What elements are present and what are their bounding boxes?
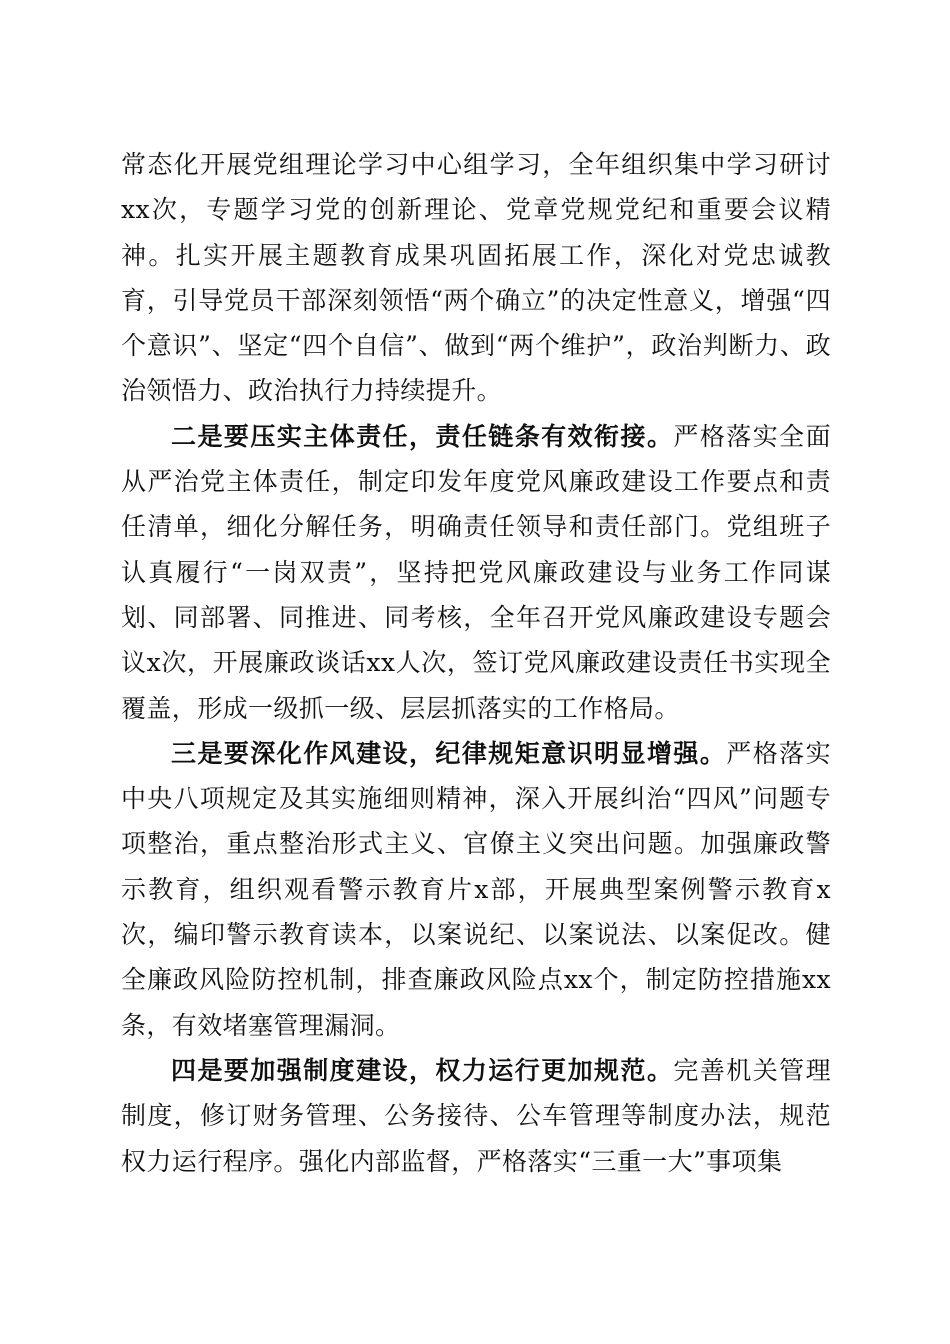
paragraph-2-lead: 二是要压实主体责任，责任链条有效衔接。 — [171, 421, 674, 451]
paragraph-3-lead: 三是要深化作风建设，纪律规矩意识明显增强。 — [171, 738, 727, 768]
paragraph-1 — [121, 142, 831, 414]
document-body — [121, 142, 831, 1184]
paragraph-3-text: 严格落实中央八项规定及其实施细则精神，深入开展纠治“四风”问题专项整治，重点整治形式主义、官僚主义突出问题。加强廉政警示教育，组织观看警示教育片x部，开展典型案例警示教育x次，编印警示教育读本，以案说纪、以案说法、以案促改。健全廉政风险防控机制，排查廉政风险点xx个，制定防控措施xx条，有效堵塞管理漏洞。 — [121, 738, 831, 1040]
paragraph-2 — [121, 414, 831, 731]
paragraph-4-lead: 四是要加强制度建设，权力运行更加规范。 — [171, 1055, 674, 1085]
paragraph-4 — [121, 1048, 831, 1184]
paragraph-4-text: 完善机关管理制度，修订财务管理、公务接待、公车管理等制度办法，规范权力运行程序。强化内部监督，严格落实“三重一大”事项集 — [121, 1055, 831, 1176]
paragraph-3 — [121, 731, 831, 1048]
paragraph-1-text: 常态化开展党组理论学习中心组学习，全年组织集中学习研讨xx次，专题学习党的创新理论、党章党规党纪和重要会议精神。扎实开展主题教育成果巩固拓展工作，深化对党忠诚教育，引导党员干部深刻领悟“两个确立”的决定性意义，增强“四个意识”、坚定“四个自信”、做到“两个维护”，政治判断力、政治领悟力、政治执行力持续提升。 — [121, 150, 831, 406]
paragraph-2-text: 严格落实全面从严治党主体责任，制定印发年度党风廉政建设工作要点和责任清单，细化分解任务，明确责任领导和责任部门。党组班子认真履行“一岗双责”，坚持把党风廉政建设与业务工作同谋划、同部署、同推进、同考核，全年召开党风廉政建设专题会议x次，开展廉政谈话xx人次，签订党风廉政建设责任书实现全覆盖，形成一级抓一级、层层抓落实的工作格局。 — [121, 421, 831, 723]
